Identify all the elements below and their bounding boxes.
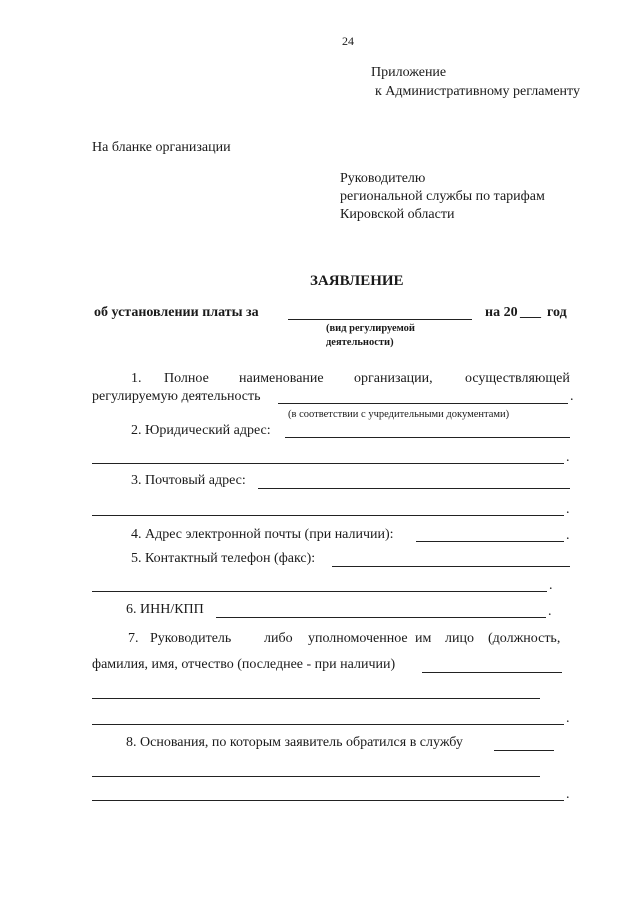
addressee-line-1: Руководителю	[340, 171, 426, 186]
organization-name-line[interactable]	[278, 403, 568, 404]
item-1-line-2: регулируемую деятельность	[92, 389, 261, 404]
addressee-line-2: региональной службы по тарифам	[340, 189, 545, 204]
representative-line-2[interactable]	[92, 698, 540, 699]
postal-address-line-2[interactable]	[92, 515, 564, 516]
item-5-label: 5. Контактный телефон (факс):	[131, 551, 316, 566]
item-7-word-4: уполномоченное	[308, 631, 408, 646]
item-6-label: 6. ИНН/КПП	[126, 602, 204, 617]
item-4-label: 4. Адрес электронной почты (при наличии):	[131, 527, 394, 542]
representative-line-1[interactable]	[422, 672, 562, 673]
year-suffix: год	[547, 305, 567, 320]
item-7-period: .	[566, 711, 570, 726]
item-2-period: .	[566, 450, 570, 465]
representative-line-3[interactable]	[92, 724, 564, 725]
subtitle-prefix: об установлении платы за	[94, 305, 259, 320]
legal-address-line-2[interactable]	[92, 463, 564, 464]
page-number: 24	[342, 34, 354, 48]
activity-caption-2: деятельности)	[326, 337, 394, 348]
item-1-number: 1.	[131, 371, 142, 386]
grounds-line-3[interactable]	[92, 800, 564, 801]
email-line[interactable]	[416, 541, 564, 542]
year-prefix: на 20	[485, 305, 518, 320]
item-7-word-6: лицо	[445, 631, 474, 646]
item-8-label: 8. Основания, по которым заявитель обратился в службу	[126, 735, 463, 750]
letterhead-note: На бланке организации	[92, 140, 231, 155]
item-7-line-2: фамилия, имя, отчество (последнее - при наличии)	[92, 657, 396, 672]
item-7-word-2: Руководитель	[150, 631, 232, 646]
item-3-label: 3. Почтовый адрес:	[131, 473, 246, 488]
item-7-word-1: 7.	[128, 631, 139, 646]
item-7-word-7: (должность,	[488, 631, 561, 646]
appendix-line-2: к Административному регламенту	[375, 84, 580, 99]
document-title: ЗАЯВЛЕНИЕ	[310, 273, 404, 289]
item-4-period: .	[566, 528, 570, 543]
item-1-caption: (в соответствии с учредительными документами)	[288, 409, 510, 420]
year-blank[interactable]: ___	[520, 305, 541, 320]
item-5-period: .	[549, 578, 553, 593]
item-7-word-3: либо	[264, 631, 293, 646]
item-1-word-1: Полное	[164, 371, 209, 386]
item-7-word-5: им	[415, 631, 432, 646]
item-1-period: .	[570, 389, 574, 404]
activity-type-line[interactable]	[288, 319, 472, 320]
grounds-line-2[interactable]	[92, 776, 540, 777]
phone-line-2[interactable]	[92, 591, 547, 592]
legal-address-line-1[interactable]	[285, 437, 570, 438]
appendix-line-1: Приложение	[371, 65, 447, 80]
phone-line-1[interactable]	[332, 566, 570, 567]
item-1-word-4: осуществляющей	[465, 371, 570, 386]
item-1-word-2: наименование	[239, 371, 324, 386]
grounds-line-1[interactable]	[494, 750, 554, 751]
item-6-period: .	[548, 604, 552, 619]
item-1-word-3: организации,	[354, 371, 433, 386]
item-3-period: .	[566, 502, 570, 517]
addressee-line-3: Кировской области	[340, 207, 455, 222]
item-8-period: .	[566, 787, 570, 802]
item-2-label: 2. Юридический адрес:	[131, 423, 271, 438]
inn-kpp-line[interactable]	[216, 617, 546, 618]
postal-address-line-1[interactable]	[258, 488, 570, 489]
activity-caption-1: (вид регулируемой	[326, 323, 415, 334]
